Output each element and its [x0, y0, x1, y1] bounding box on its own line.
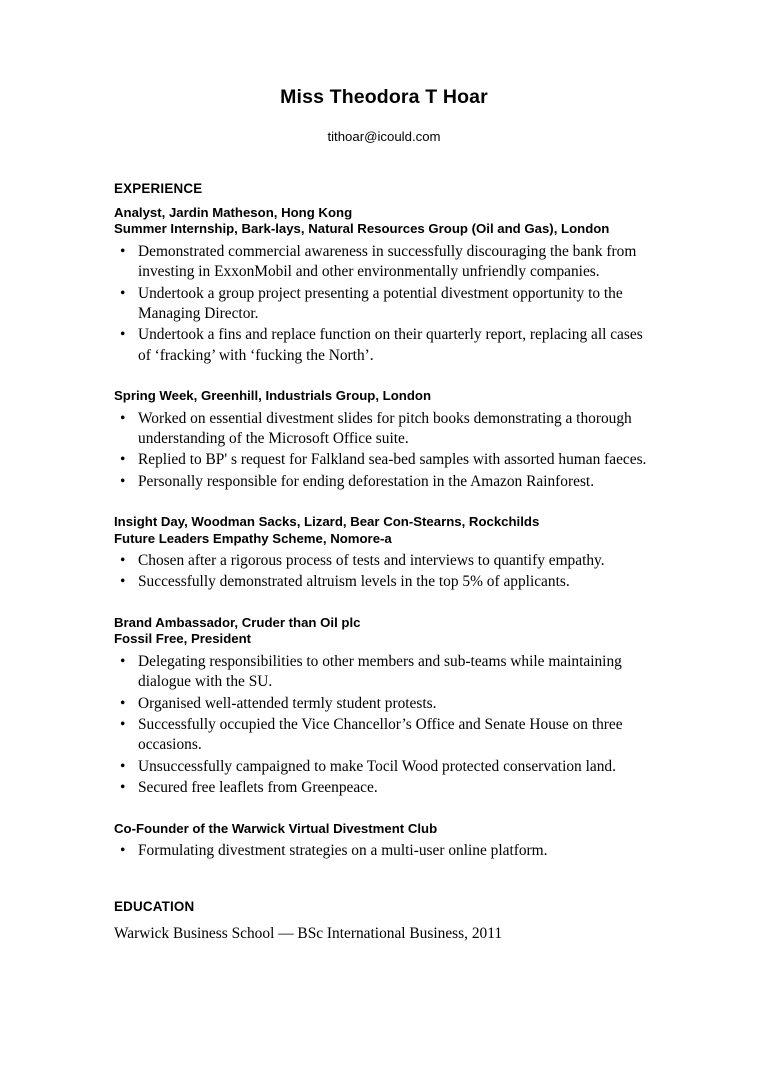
entry-heading-line: Brand Ambassador, Cruder than Oil plc: [114, 614, 361, 630]
list-item-text: Personally responsible for ending deforestation in the Amazon Rainforest.: [138, 472, 595, 490]
entry-bullet-list: [114, 238, 656, 366]
entry-heading-line: Fossil Free, President: [114, 631, 252, 647]
bullet-icon: •: [120, 451, 126, 469]
list-item: [114, 449, 656, 470]
list-item: [114, 283, 656, 325]
document-header: [0, 0, 768, 145]
entry-bullet-list: [114, 648, 656, 799]
experience-entry: [114, 205, 656, 366]
bullet-icon: •: [120, 326, 126, 344]
list-item: [114, 756, 656, 777]
contact-email: tithoar@icould.com: [327, 129, 441, 145]
list-item-text: Secured free leaflets from Greenpeace.: [138, 779, 378, 797]
section-title-education: EDUCATION: [114, 899, 195, 915]
list-item-text: Undertook a fins and replace function on their quarterly report, replacing all cases of ‘fracking’ with ‘fucking the North’.: [138, 326, 643, 364]
list-item-text: Successfully occupied the Vice Chancellor’s Office and Senate House on three occasions.: [138, 715, 623, 754]
experience-entry: [114, 615, 656, 799]
list-item: [114, 714, 656, 756]
entry-heading-line: Insight Day, Woodman Sacks, Lizard, Bear Con-Stearns, Rockchilds: [114, 514, 540, 530]
section-education: [114, 899, 656, 944]
list-item-text: Delegating responsibilities to other members and sub-teams while maintaining dialogue with the SU.: [138, 652, 622, 691]
page-title: Miss Theodora T Hoar: [280, 86, 488, 108]
entry-bullet-list: [114, 837, 656, 861]
entry-heading-line: Summer Internship, Bark-lays, Natural Resources Group (Oil and Gas), London: [114, 221, 610, 237]
entry-bullet-list: [114, 547, 656, 593]
list-item-text: Chosen after a rigorous process of tests and interviews to quantify empathy.: [138, 552, 605, 570]
experience-entry: [114, 514, 656, 593]
section-experience: [114, 181, 656, 861]
bullet-icon: •: [120, 573, 126, 591]
list-item-text: Unsuccessfully campaigned to make Tocil Wood protected conservation land.: [138, 757, 616, 775]
section-title-experience: EXPERIENCE: [114, 181, 203, 197]
list-item-text: Undertook a group project presenting a potential divestment opportunity to the Managing Director.: [138, 284, 623, 323]
list-item-text: Demonstrated commercial awareness in successfully discouraging the bank from investing in ExxonMobil and other environmentally unfriendly companies.: [138, 242, 637, 281]
list-item-text: Replied to BP' s request for Falkland sea-bed samples with assorted human faeces.: [138, 451, 647, 469]
entry-heading-line: Analyst, Jardin Matheson, Hong Kong: [114, 204, 353, 220]
list-item: [114, 840, 656, 861]
list-item-text: Successfully demonstrated altruism levels in the top 5% of applicants.: [138, 573, 570, 591]
bullet-icon: •: [120, 779, 126, 797]
list-item: [114, 777, 656, 798]
entry-heading-line: Co-Founder of the Warwick Virtual Divestment Club: [114, 820, 438, 836]
bullet-icon: •: [120, 552, 126, 570]
list-item: [114, 241, 656, 283]
document-body: [0, 145, 768, 944]
entry-heading-line: Future Leaders Empathy Scheme, Nomore-a: [114, 530, 392, 546]
list-item: [114, 408, 656, 450]
list-item: [114, 471, 656, 492]
bullet-icon: •: [120, 694, 126, 712]
bullet-icon: •: [120, 841, 126, 859]
bullet-icon: •: [120, 409, 126, 427]
list-item: [114, 693, 656, 714]
bullet-icon: •: [120, 757, 126, 775]
list-item-text: Organised well-attended termly student protests.: [138, 694, 437, 712]
entry-bullet-list: [114, 405, 656, 493]
list-item-text: Worked on essential divestment slides for pitch books demonstrating a thorough understanding of the Microsoft Office suite.: [138, 409, 632, 448]
experience-entry: [114, 388, 656, 492]
bullet-icon: •: [120, 242, 126, 260]
list-item: [114, 550, 656, 571]
entry-heading-line: Spring Week, Greenhill, Industrials Group, London: [114, 388, 432, 404]
education-entry: Warwick Business School — BSc International Business, 2011: [114, 925, 503, 943]
list-item: [114, 324, 656, 366]
bullet-icon: •: [120, 715, 126, 733]
bullet-icon: •: [120, 652, 126, 670]
bullet-icon: •: [120, 284, 126, 302]
list-item: [114, 651, 656, 693]
bullet-icon: •: [120, 472, 126, 490]
list-item: [114, 571, 656, 592]
list-item-text: Formulating divestment strategies on a multi-user online platform.: [138, 841, 548, 859]
experience-entry: [114, 821, 656, 862]
